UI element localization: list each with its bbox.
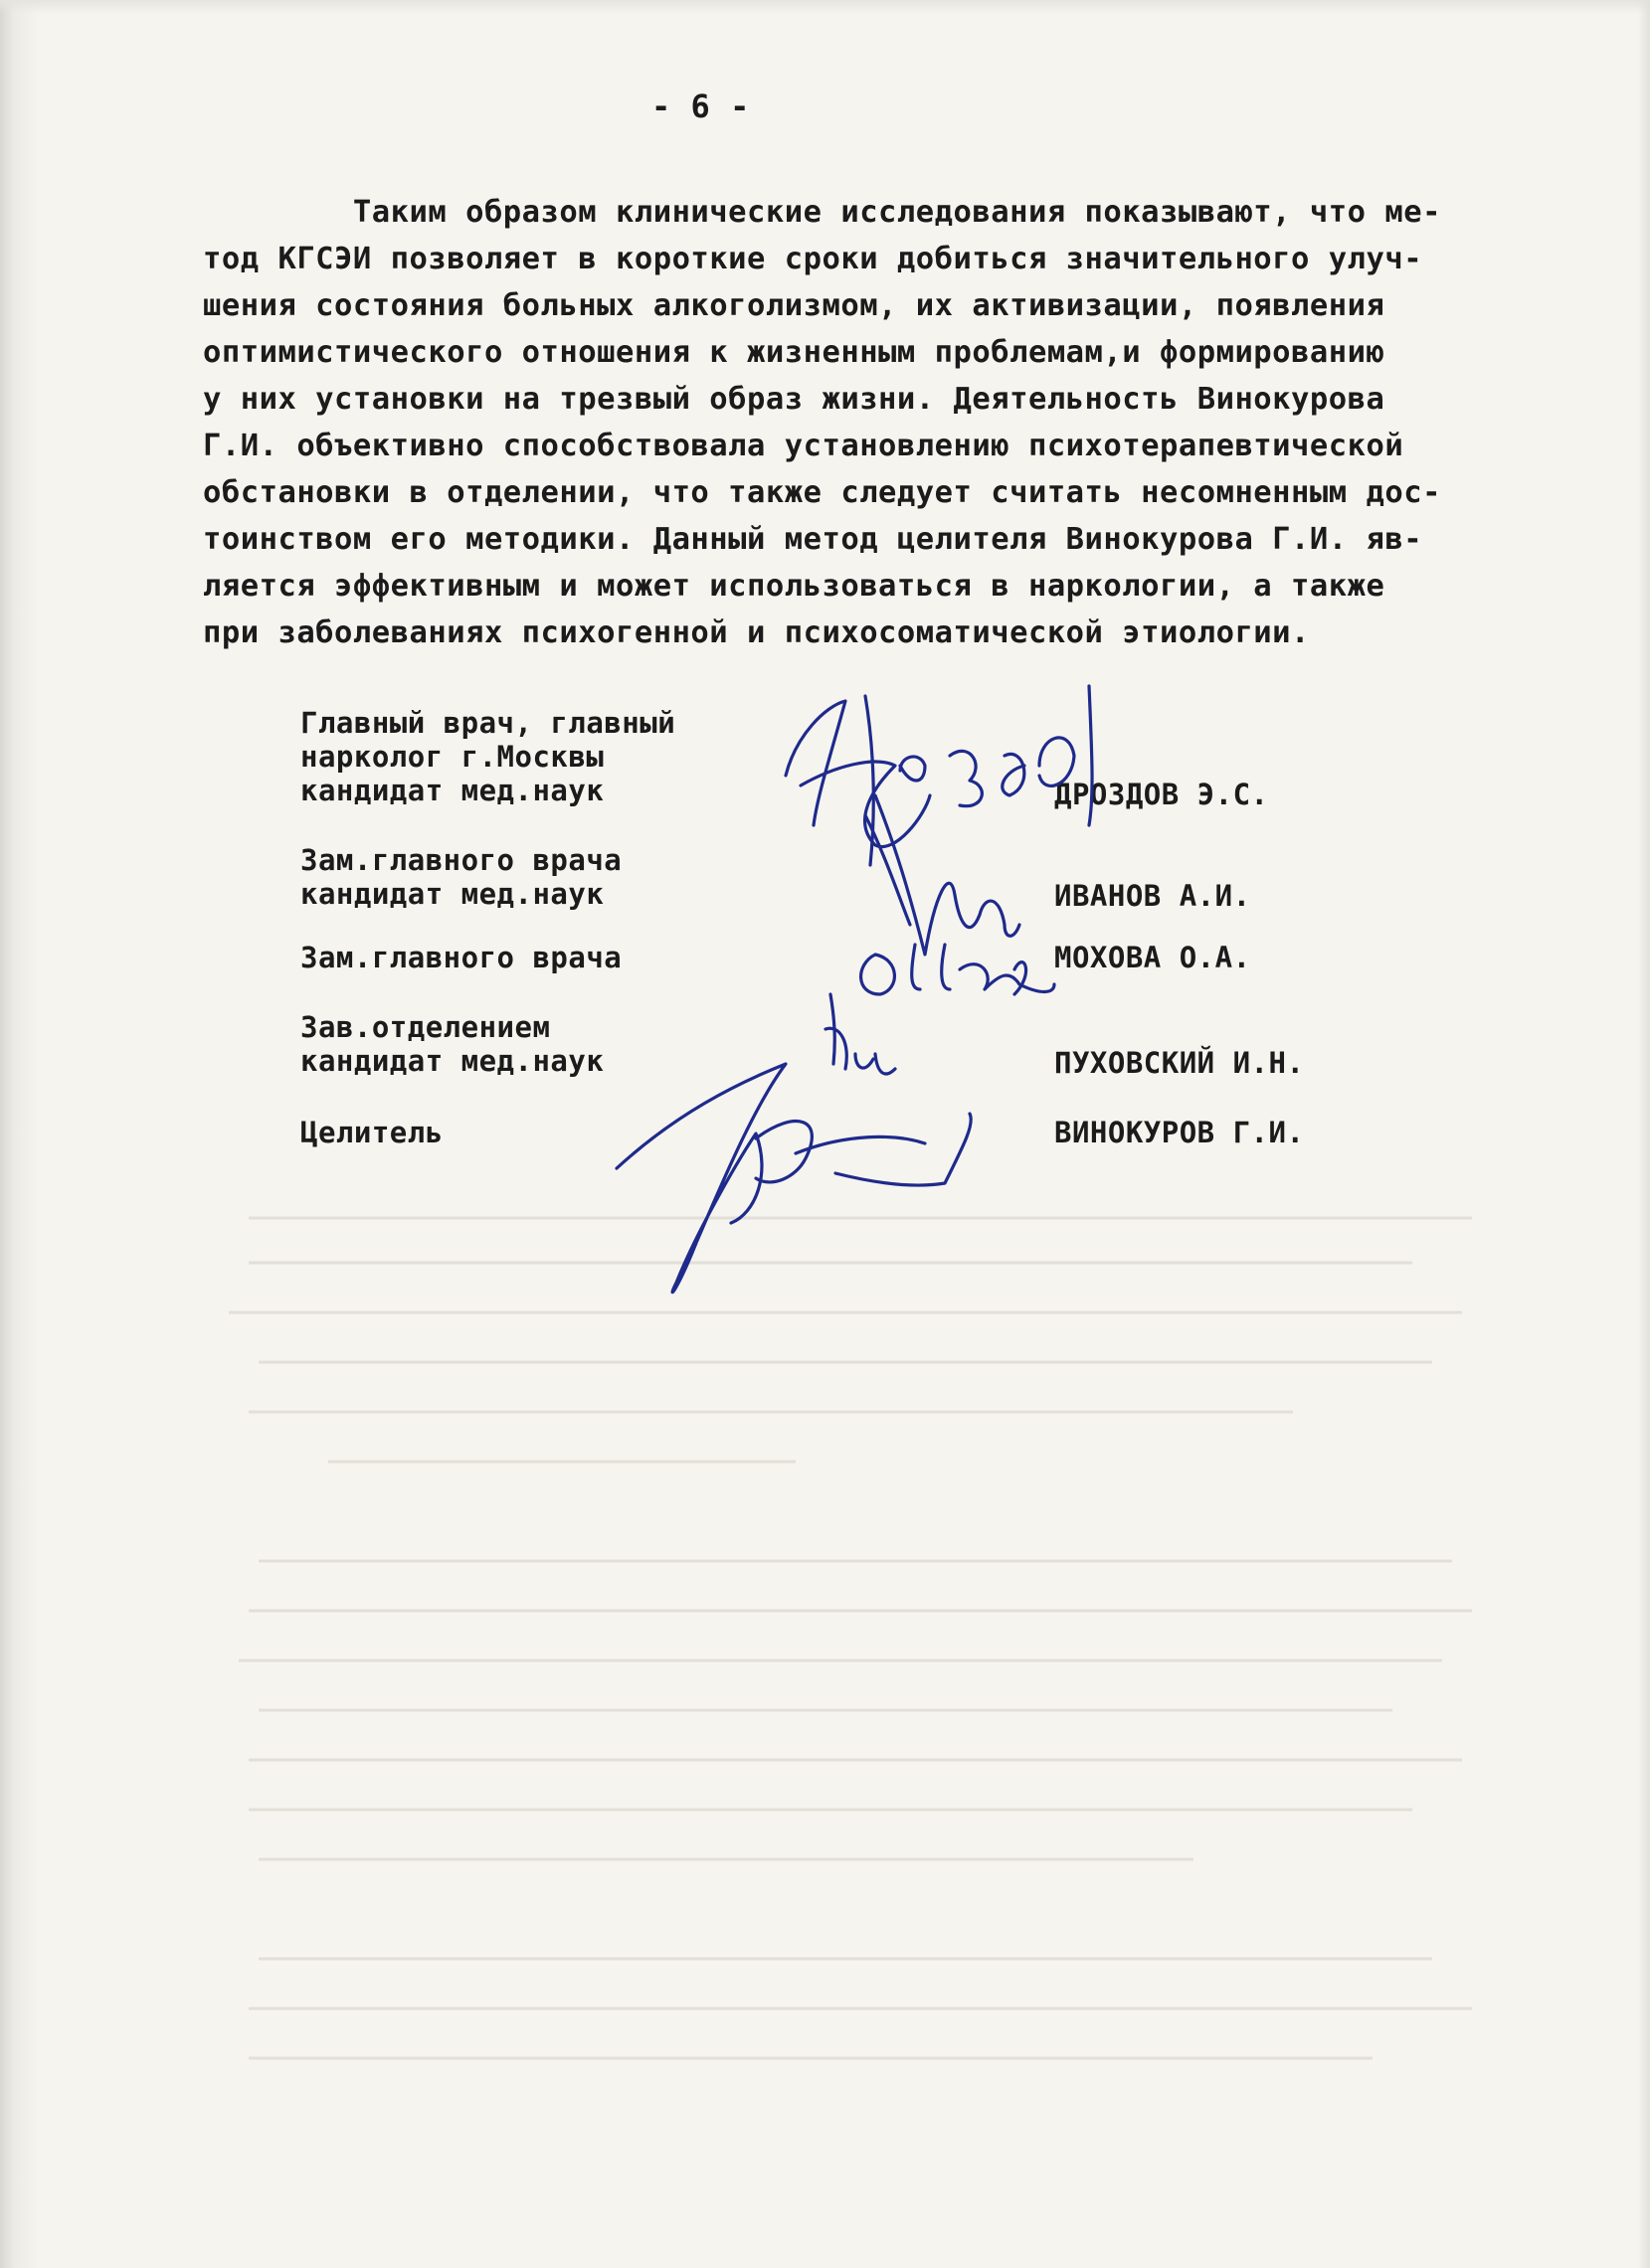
body-line: ляется эффективным и может использоваться в наркологии, а также: [203, 569, 1385, 604]
signatory-name: ВИНОКУРОВ Г.И.: [1054, 1116, 1305, 1149]
page-number: - 6 -: [651, 87, 750, 125]
body-paragraph: [203, 189, 1506, 656]
signatory-title-line: кандидат мед.наук: [300, 774, 605, 807]
signatory-title-line: Зам.главного врача: [300, 941, 623, 974]
body-line: при заболеваниях психогенной и психосоматической этиологии.: [203, 615, 1310, 650]
signatory-title-line: нарколог г.Москвы: [300, 740, 605, 774]
signatory-title-line: Зав.отделением: [300, 1010, 551, 1044]
signatory-title: [300, 1010, 1494, 1078]
signatory-title: [300, 941, 1494, 974]
signatory-title-line: кандидат мед.наук: [300, 877, 605, 911]
body-line: шения состояния больных алкоголизмом, их активизации, появления: [203, 288, 1385, 323]
signatory-title-line: кандидат мед.наук: [300, 1044, 605, 1078]
body-line: обстановки в отделении, что также следует считать несомненным дос-: [203, 475, 1441, 510]
signatory-row: [300, 706, 1494, 811]
signatory-title-line: Главный врач, главный: [300, 706, 676, 740]
signatory-name: МОХОВА О.А.: [1054, 941, 1251, 974]
signatory-title-line: Целитель: [300, 1116, 444, 1149]
signatory-title: [300, 843, 1494, 911]
signatory-title: [300, 706, 1494, 807]
signatory-title: [300, 1116, 1494, 1149]
body-line: у них установки на трезвый образ жизни. Деятельность Винокурова: [203, 382, 1385, 417]
body-line: Таким образом клинические исследования показывают, что ме-: [203, 195, 1441, 230]
signatory-row: [300, 1010, 1494, 1078]
signatory-name: ПУХОВСКИЙ И.Н.: [1054, 1046, 1305, 1080]
body-line: оптимистического отношения к жизненным проблемам,и формированию: [203, 335, 1385, 370]
signatory-name: ДРОЗДОВ Э.С.: [1054, 778, 1269, 811]
body-line: тод КГСЭИ позволяет в короткие сроки добиться значительного улуч-: [203, 242, 1423, 276]
signatory-name: ИВАНОВ А.И.: [1054, 879, 1251, 913]
signatory-title-line: Зам.главного врача: [300, 843, 623, 877]
signatory-row: [300, 1116, 1494, 1149]
body-line: тоинством его методики. Данный метод целителя Винокурова Г.И. яв-: [203, 522, 1423, 557]
signatory-row: [300, 941, 1494, 974]
body-line: Г.И. объективно способствовала установлению психотерапевтической: [203, 429, 1404, 463]
signatory-row: [300, 843, 1494, 911]
